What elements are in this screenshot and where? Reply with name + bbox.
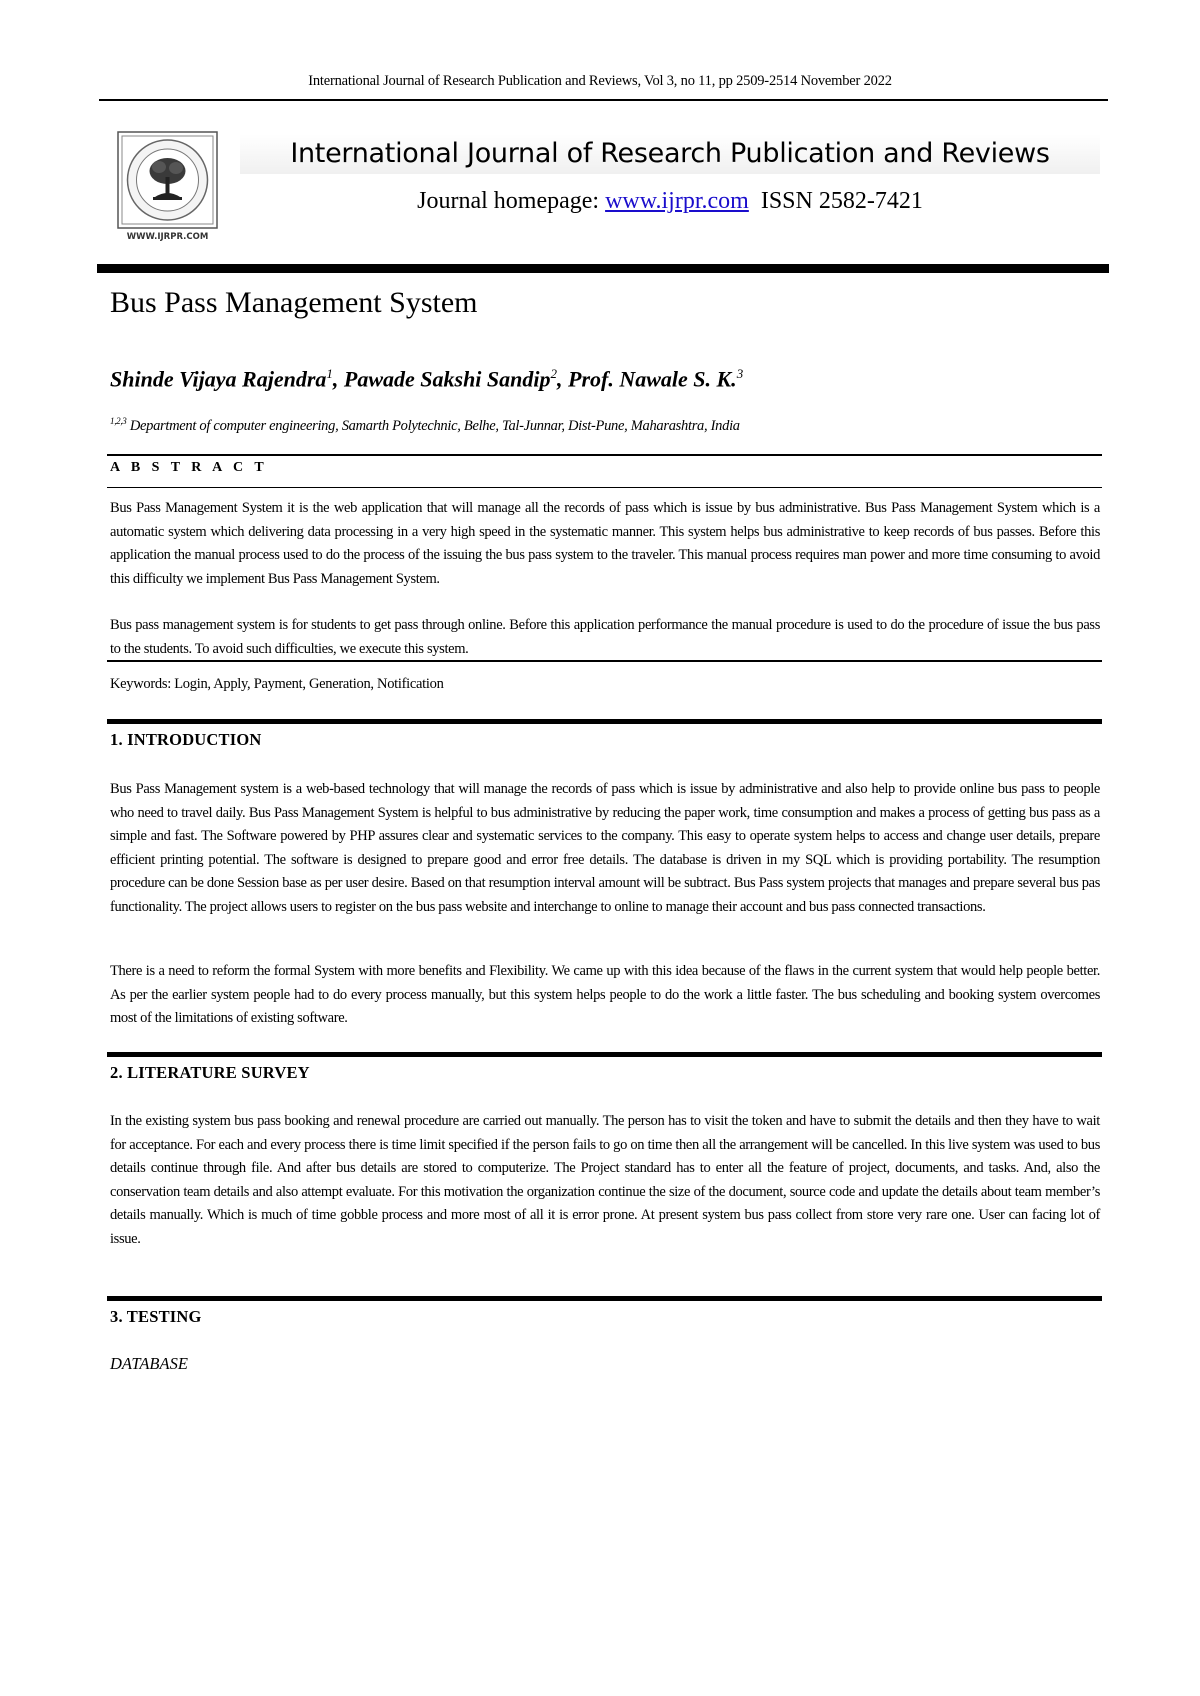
author-separator: , <box>332 366 344 392</box>
abstract-bottom-rule <box>107 660 1102 662</box>
running-header: International Journal of Research Publication and Reviews, Vol 3, no 11, pp 2509-2514 November 2022 <box>308 73 892 89</box>
homepage-link[interactable]: www.ijrpr.com <box>605 188 749 214</box>
author-name: Shinde Vijaya Rajendra <box>110 366 327 392</box>
subsection-heading-database: DATABASE <box>110 1354 188 1373</box>
abstract-paragraph: Bus pass management system is for students to get pass through online. Before this application performance the manual procedure is used to do the procedure of issue the bus pass to the students. To avoid such difficulties, we execute this system. <box>110 617 1100 657</box>
section-heading-introduction: 1. INTRODUCTION <box>110 730 262 749</box>
section-heading-testing: 3. TESTING <box>110 1307 202 1326</box>
body-paragraph: In the existing system bus pass booking and renewal procedure are carried out manually. The person has to visit the token and have to submit the details and then they have to wait for acceptance. For each and every process there is time limit specified if the person fails to go on time then all the arrangement will be cancelled. In this live system was used to bus details continue through file. And after bus details are stored to computerize. The Project standard has to enter all the feature of project, documents, and tasks. And, also the conservation team details and also attempt evaluate. For this motivation the organization continue the size of the document, source code and update the details about team member’s details manually. Which is much of time gobble process and more most of all it is error prone. At present system bus pass collect from store very rare one. User can facing lot of issue. <box>110 1113 1100 1247</box>
paper-title: Bus Pass Management System <box>110 286 478 319</box>
homepage-prefix: Journal homepage: <box>417 188 606 214</box>
author-sup: 3 <box>736 366 744 381</box>
abstract-sub-rule <box>107 487 1102 488</box>
affiliation-sup: 1,2,3 <box>110 416 127 426</box>
author-name: Prof. Nawale S. K. <box>568 366 737 392</box>
masthead-rule <box>97 264 1109 273</box>
journal-title: International Journal of Research Publication and Reviews <box>240 134 1100 174</box>
body-paragraph: There is a need to reform the formal System with more benefits and Flexibility. We came up with this idea because of the flaws in the current system that would help people better. As per the earlier system people had to do every process manually, but this system helps people to do the work a little faster. The bus scheduling and booking system overcomes most of the limitations of existing software. <box>110 963 1100 1026</box>
header-rule <box>99 99 1108 101</box>
logo-text: WWW.IJRPR.COM <box>126 232 209 242</box>
author-sup: 2 <box>550 366 557 381</box>
author-list <box>110 366 743 392</box>
author-sup: 1 <box>326 366 333 381</box>
author-separator: , <box>557 366 568 392</box>
body-paragraph: Bus Pass Management system is a web-based technology that will manage the records of pass which is issue by administrative and also help to provide online bus pass to people who need to travel daily. Bus Pass Management System is helpful to bus administrative by reducing the paper work, time consumption and makes a process of getting bus pass as a simple and fast. The Software powered by PHP assures clear and systematic services to the company. This easy to operate system helps to access and change user details, prepare efficient printing potential. The software is designed to prepare good and error free details. The database is driven in my SQL which is providing portability. The resumption procedure can be done Session base as per user desire. Based on that resumption interval amount will be subtract. Bus Pass system projects that manages and prepare several bus pas functionality. The project allows users to register on the bus pass website and interchange to online to manage their account and bus pass connected transactions. <box>110 781 1100 915</box>
journal-logo-icon <box>117 131 218 243</box>
section-rule <box>107 1052 1102 1057</box>
keywords: Keywords: Login, Apply, Payment, Generation, Notification <box>110 676 444 692</box>
issn-spacer <box>749 188 761 214</box>
issn: ISSN 2582-7421 <box>760 188 923 214</box>
section-heading-literature-survey: 2. LITERATURE SURVEY <box>110 1063 310 1082</box>
abstract-paragraph: Bus Pass Management System it is the web application that will manage all the records of pass which is issue by bus administrative. Bus Pass Management System which is a automatic system which delivering data processing in a very high speed in the systematic manner. This system helps bus administrative to keep records of bus passes. Before this application the manual process used to do the process of the issuing the bus pass system to the traveler. This manual process requires man power and more time consuming to avoid this difficulty we implement Bus Pass Management System. <box>110 500 1100 587</box>
abstract-heading: A B S T R A C T <box>110 460 268 475</box>
affiliation <box>110 416 740 435</box>
author-name: Pawade Sakshi Sandip <box>343 366 551 392</box>
journal-homepage-line <box>240 188 1100 215</box>
abstract-top-rule <box>107 454 1102 456</box>
section-rule <box>107 1296 1102 1301</box>
section-rule <box>107 719 1102 724</box>
affiliation-text: Department of computer engineering, Samarth Polytechnic, Belhe, Tal-Junnar, Dist-Pune, Maharashtra, India <box>129 417 740 434</box>
